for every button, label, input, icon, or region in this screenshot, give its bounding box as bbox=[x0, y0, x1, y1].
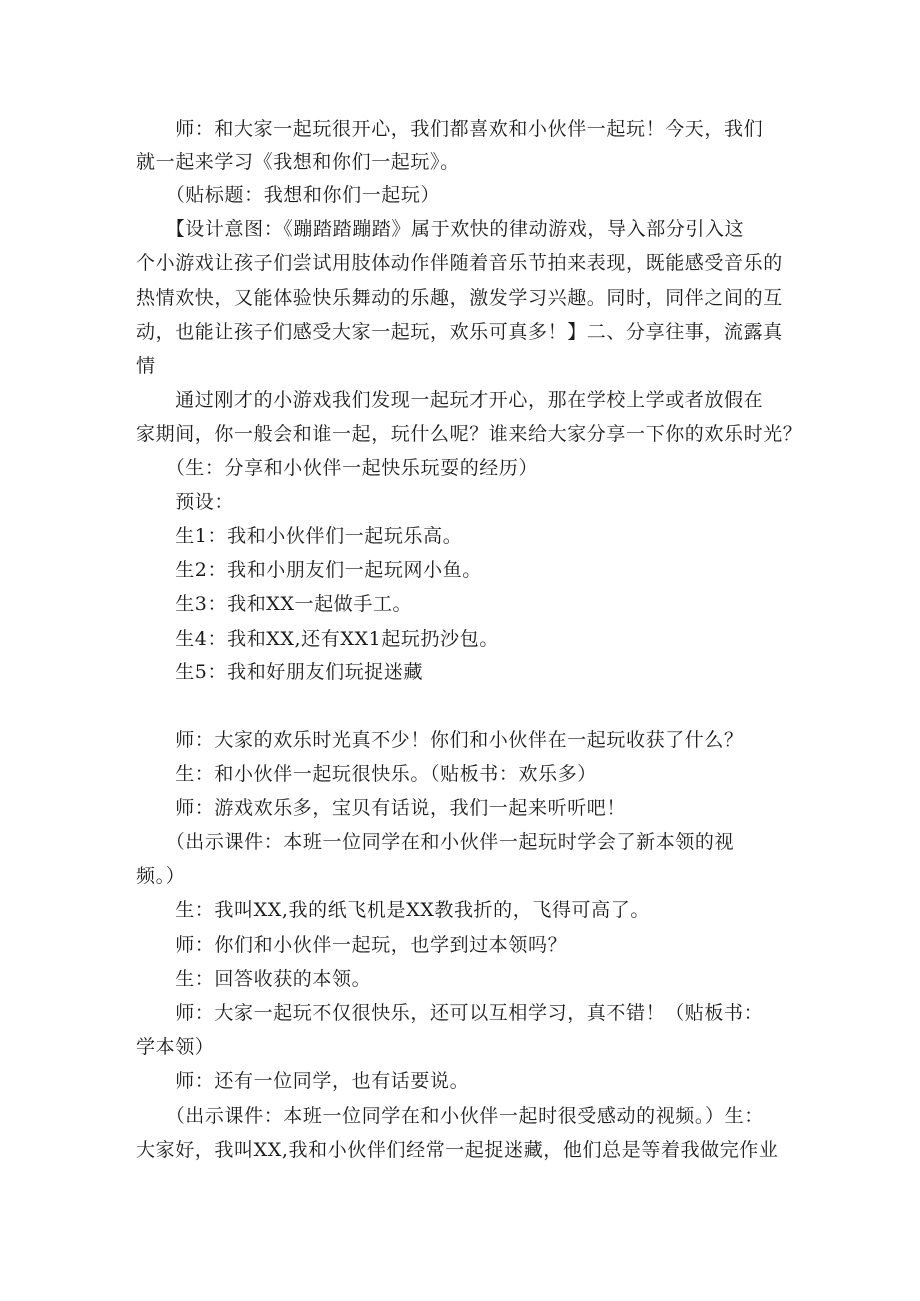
text-line: 热情欢快，又能体验快乐舞动的乐趣，激发学习兴趣。同时，同伴之间的互 bbox=[136, 287, 783, 309]
text-line: 生：和小伙伴一起玩很快乐。（贴板书：欢乐多） bbox=[136, 763, 597, 785]
text-line: 师：大家的欢乐时光真不少！你们和小伙伴在一起玩收获了什么？ bbox=[136, 729, 744, 751]
text-line: 个小游戏让孩子们尝试用肢体动作伴随着音乐节拍来表现，既能感受音乐的 bbox=[136, 252, 783, 274]
text-line: 【设计意图：《蹦踏踏蹦踏》属于欢快的律动游戏，导入部分引入这 bbox=[136, 218, 745, 240]
text-line: 情 bbox=[136, 355, 156, 377]
text-line: 生3：我和XX一起做手工。 bbox=[136, 593, 413, 615]
text-line: （生：分享和小伙伴一起快乐玩耍的经历） bbox=[136, 457, 539, 479]
text-line: 就一起来学习《我想和你们一起玩》。 bbox=[136, 151, 460, 173]
text-line: 生2：我和小朋友们一起玩网小鱼。 bbox=[136, 559, 482, 581]
text-line: 师：你们和小伙伴一起玩，也学到过本领吗？ bbox=[136, 934, 568, 956]
text-line: 动，也能让孩子们感受大家一起玩，欢乐可真多！】二、分享往事，流露真 bbox=[136, 321, 783, 343]
text-line: 生4：我和XX,还有XX1起玩扔沙包。 bbox=[136, 628, 499, 650]
text-line: 家期间，你一般会和谁一起，玩什么呢？谁来给大家分享一下你的欢乐时光？ bbox=[136, 423, 803, 445]
text-line: 通过刚才的小游戏我们发现一起玩才开心，那在学校上学或者放假在 bbox=[136, 389, 764, 411]
text-line: 学本领） bbox=[136, 1036, 215, 1058]
text-line: 师：还有一位同学，也有话要说。 bbox=[136, 1070, 470, 1092]
text-line: 师：游戏欢乐多，宝贝有话说，我们一起来听听吧！ bbox=[136, 797, 627, 819]
text-line: 师：大家一起玩不仅很快乐，还可以互相学习，真不错！（贴板书： bbox=[136, 1002, 764, 1024]
text-line: 预设： bbox=[136, 491, 235, 513]
text-line: 频。） bbox=[136, 865, 186, 887]
text-line: 生：我叫XX,我的纸飞机是XX教我折的，飞得可高了。 bbox=[136, 899, 650, 921]
text-line: 大家好，我叫XX,我和小伙伴们经常一起捉迷藏，他们总是等着我做完作业 bbox=[136, 1139, 779, 1161]
text-line: 师：和大家一起玩很开心，我们都喜欢和小伙伴一起玩！今天，我们 bbox=[136, 118, 764, 140]
text-line: （出示课件：本班一位同学在和小伙伴一起玩时学会了新本领的视 bbox=[136, 831, 735, 853]
text-line: 生：回答收获的本领。 bbox=[136, 968, 372, 990]
text-line: 生5：我和好朋友们玩捉迷藏 bbox=[136, 661, 424, 683]
text-line: （出示课件：本班一位同学在和小伙伴一起时很受感动的视频。）生： bbox=[136, 1105, 764, 1127]
text-line: 生1：我和小伙伴们一起玩乐高。 bbox=[136, 525, 463, 547]
text-line: （贴标题：我想和你们一起玩） bbox=[136, 184, 441, 206]
